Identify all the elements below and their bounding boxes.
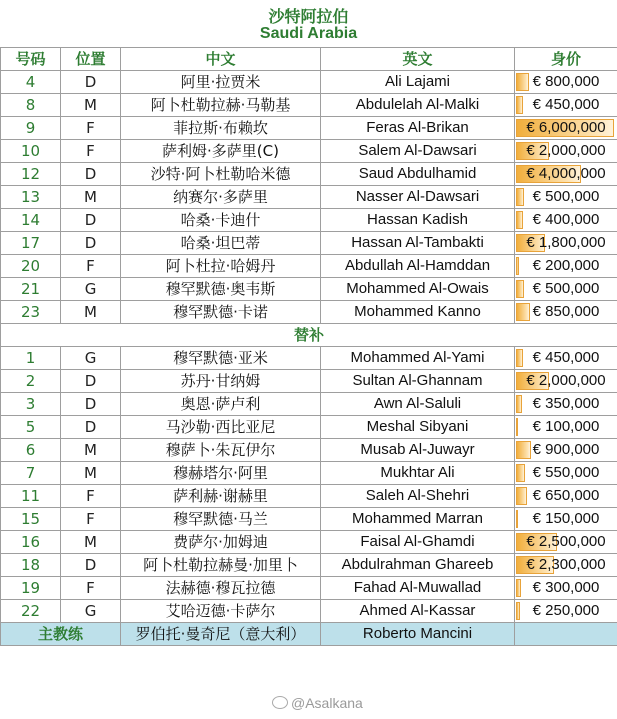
player-value: € 500,000 (532, 280, 600, 297)
value-bar (516, 211, 523, 229)
player-value-cell (515, 232, 617, 255)
player-number: 14 (1, 209, 61, 232)
player-value-cell (515, 255, 617, 278)
title-english: Saudi Arabia (259, 25, 358, 42)
player-name-chinese: 沙特·阿卜杜勒哈米德 (121, 163, 321, 186)
coach-row (1, 623, 617, 646)
player-name-english: Abdulelah Al-Malki (321, 94, 515, 117)
player-row (1, 255, 617, 278)
player-name-chinese: 哈桑·坦巴蒂 (121, 232, 321, 255)
player-position: F (61, 577, 121, 600)
player-number: 17 (1, 232, 61, 255)
player-value: € 350,000 (532, 395, 600, 412)
player-position: M (61, 94, 121, 117)
value-bar (516, 349, 523, 367)
player-row (1, 94, 617, 117)
player-row (1, 117, 617, 140)
player-position: D (61, 163, 121, 186)
player-value: € 1,800,000 (526, 234, 606, 251)
player-value: € 2,300,000 (526, 556, 606, 573)
subs-label: 替补 (1, 324, 617, 347)
watermark-text: @Asalkana (291, 695, 363, 711)
title-block (0, 0, 617, 47)
player-position: F (61, 508, 121, 531)
player-value: € 400,000 (532, 211, 600, 228)
value-bar (516, 395, 522, 413)
player-value-cell (515, 416, 617, 439)
title-chinese: 沙特阿拉伯 (268, 7, 349, 26)
player-name-chinese: 法赫德·穆瓦拉德 (121, 577, 321, 600)
player-name-english: Mukhtar Ali (321, 462, 515, 485)
player-position: M (61, 186, 121, 209)
player-row (1, 439, 617, 462)
player-value: € 200,000 (532, 257, 600, 274)
player-number: 13 (1, 186, 61, 209)
header-value: 身价 (515, 48, 617, 71)
player-number: 19 (1, 577, 61, 600)
player-number: 6 (1, 439, 61, 462)
player-value: € 850,000 (532, 303, 600, 320)
starters-body (1, 71, 617, 324)
player-number: 4 (1, 71, 61, 94)
player-value-cell (515, 462, 617, 485)
player-name-chinese: 阿卜杜勒拉赫曼·加里卜 (121, 554, 321, 577)
player-name-chinese: 阿卜杜勒拉赫·马勒基 (121, 94, 321, 117)
player-value-cell (515, 140, 617, 163)
player-position: G (61, 347, 121, 370)
player-value: € 100,000 (532, 418, 600, 435)
player-name-chinese: 费萨尔·加姆迪 (121, 531, 321, 554)
player-name-english: Ali Lajami (321, 71, 515, 94)
player-position: D (61, 71, 121, 94)
player-name-english: Ahmed Al-Kassar (321, 600, 515, 623)
player-name-chinese: 阿里·拉贾米 (121, 71, 321, 94)
player-row (1, 370, 617, 393)
player-name-english: Mohammed Al-Owais (321, 278, 515, 301)
coach-name-chinese: 罗伯托·曼奇尼（意大利） (121, 623, 321, 646)
player-row (1, 140, 617, 163)
player-name-english: Saud Abdulhamid (321, 163, 515, 186)
player-name-english: Fahad Al-Muwallad (321, 577, 515, 600)
player-name-chinese: 纳赛尔·多萨里 (121, 186, 321, 209)
player-value: € 4,000,000 (526, 165, 606, 182)
player-name-chinese: 穆萨卜·朱瓦伊尔 (121, 439, 321, 462)
player-row (1, 278, 617, 301)
player-name-chinese: 奥恩·萨卢利 (121, 393, 321, 416)
player-position: F (61, 140, 121, 163)
player-number: 10 (1, 140, 61, 163)
player-number: 9 (1, 117, 61, 140)
player-row (1, 232, 617, 255)
value-bar (516, 441, 531, 459)
watermark (272, 695, 363, 711)
value-bar (516, 602, 520, 620)
player-name-english: Feras Al-Brikan (321, 117, 515, 140)
player-row (1, 462, 617, 485)
player-row (1, 577, 617, 600)
player-value: € 550,000 (532, 464, 600, 481)
value-bar (516, 579, 521, 597)
player-position: D (61, 393, 121, 416)
player-name-chinese: 哈桑·卡迪什 (121, 209, 321, 232)
player-name-chinese: 穆赫塔尔·阿里 (121, 462, 321, 485)
player-row (1, 554, 617, 577)
player-row (1, 531, 617, 554)
player-name-chinese: 穆罕默德·马兰 (121, 508, 321, 531)
player-value-cell (515, 163, 617, 186)
header-row (1, 48, 617, 71)
player-row (1, 209, 617, 232)
player-position: D (61, 416, 121, 439)
header-position: 位置 (61, 48, 121, 71)
value-bar (516, 188, 524, 206)
header-english: 英文 (321, 48, 515, 71)
player-name-english: Hassan Kadish (321, 209, 515, 232)
player-value: € 500,000 (532, 188, 600, 205)
player-position: D (61, 554, 121, 577)
player-value: € 150,000 (532, 510, 600, 527)
player-value-cell (515, 439, 617, 462)
player-value-cell (515, 186, 617, 209)
player-name-english: Faisal Al-Ghamdi (321, 531, 515, 554)
player-value-cell (515, 370, 617, 393)
player-value: € 450,000 (532, 349, 600, 366)
player-number: 22 (1, 600, 61, 623)
player-name-english: Mohammed Marran (321, 508, 515, 531)
player-row (1, 163, 617, 186)
player-name-chinese: 穆罕默德·亚米 (121, 347, 321, 370)
player-name-chinese: 阿卜杜拉·哈姆丹 (121, 255, 321, 278)
player-position: F (61, 255, 121, 278)
coach-label: 主教练 (1, 623, 121, 646)
player-value: € 6,000,000 (526, 119, 606, 136)
player-name-english: Hassan Al-Tambakti (321, 232, 515, 255)
coach-value-empty (515, 623, 617, 646)
player-name-english: Abdulrahman Ghareeb (321, 554, 515, 577)
player-value: € 300,000 (532, 579, 600, 596)
subs-section-row (1, 324, 617, 347)
player-value-cell (515, 301, 617, 324)
player-number: 3 (1, 393, 61, 416)
player-value-cell (515, 71, 617, 94)
player-number: 1 (1, 347, 61, 370)
value-bar (516, 96, 523, 114)
player-name-chinese: 马沙勒·西比亚尼 (121, 416, 321, 439)
player-value: € 2,000,000 (526, 372, 606, 389)
player-value: € 650,000 (532, 487, 600, 504)
player-value: € 900,000 (532, 441, 600, 458)
player-position: D (61, 209, 121, 232)
player-row (1, 347, 617, 370)
player-name-chinese: 艾哈迈德·卡萨尔 (121, 600, 321, 623)
player-row (1, 186, 617, 209)
player-row (1, 301, 617, 324)
player-name-chinese: 萨利赫·谢赫里 (121, 485, 321, 508)
player-position: G (61, 278, 121, 301)
player-value: € 2,500,000 (526, 533, 606, 550)
roster-table (0, 47, 617, 646)
player-number: 20 (1, 255, 61, 278)
player-value-cell (515, 554, 617, 577)
player-position: D (61, 370, 121, 393)
player-number: 11 (1, 485, 61, 508)
value-bar (516, 280, 524, 298)
weibo-icon (272, 696, 288, 709)
player-name-english: Sultan Al-Ghannam (321, 370, 515, 393)
player-position: D (61, 232, 121, 255)
value-bar (516, 510, 518, 528)
player-value-cell (515, 600, 617, 623)
player-position: M (61, 439, 121, 462)
player-row (1, 485, 617, 508)
player-value-cell (515, 485, 617, 508)
player-number: 7 (1, 462, 61, 485)
player-position: G (61, 600, 121, 623)
player-value-cell (515, 531, 617, 554)
player-value: € 2,000,000 (526, 142, 606, 159)
player-position: M (61, 531, 121, 554)
player-number: 21 (1, 278, 61, 301)
player-name-chinese: 穆罕默德·奥韦斯 (121, 278, 321, 301)
player-position: M (61, 462, 121, 485)
player-number: 18 (1, 554, 61, 577)
player-row (1, 71, 617, 94)
player-number: 23 (1, 301, 61, 324)
player-number: 15 (1, 508, 61, 531)
player-value-cell (515, 94, 617, 117)
player-row (1, 600, 617, 623)
player-value: € 800,000 (532, 73, 600, 90)
header-number: 号码 (1, 48, 61, 71)
value-bar (516, 73, 529, 91)
subs-body (1, 347, 617, 623)
player-value: € 450,000 (532, 96, 600, 113)
player-name-english: Mohammed Kanno (321, 301, 515, 324)
player-name-chinese: 菲拉斯·布赖坎 (121, 117, 321, 140)
player-name-chinese: 萨利姆·多萨里(C) (121, 140, 321, 163)
player-name-english: Mohammed Al-Yami (321, 347, 515, 370)
player-name-english: Saleh Al-Shehri (321, 485, 515, 508)
player-name-english: Awn Al-Saluli (321, 393, 515, 416)
value-bar (516, 487, 527, 505)
player-name-chinese: 苏丹·甘纳姆 (121, 370, 321, 393)
player-value-cell (515, 393, 617, 416)
player-name-chinese: 穆罕默德·卡诺 (121, 301, 321, 324)
player-value-cell (515, 278, 617, 301)
player-number: 5 (1, 416, 61, 439)
player-name-english: Meshal Sibyani (321, 416, 515, 439)
player-number: 16 (1, 531, 61, 554)
player-name-english: Musab Al-Juwayr (321, 439, 515, 462)
player-value-cell (515, 577, 617, 600)
player-value-cell (515, 117, 617, 140)
value-bar (516, 464, 525, 482)
player-name-english: Nasser Al-Dawsari (321, 186, 515, 209)
player-number: 12 (1, 163, 61, 186)
player-value-cell (515, 508, 617, 531)
player-value-cell (515, 209, 617, 232)
header-chinese: 中文 (121, 48, 321, 71)
player-name-english: Abdullah Al-Hamddan (321, 255, 515, 278)
player-row (1, 416, 617, 439)
player-row (1, 393, 617, 416)
player-value-cell (515, 347, 617, 370)
value-bar (516, 303, 530, 321)
player-position: M (61, 301, 121, 324)
player-row (1, 508, 617, 531)
coach-name-english: Roberto Mancini (321, 623, 515, 646)
player-value: € 250,000 (532, 602, 600, 619)
player-position: F (61, 117, 121, 140)
player-position: F (61, 485, 121, 508)
player-number: 8 (1, 94, 61, 117)
player-number: 2 (1, 370, 61, 393)
value-bar (516, 257, 519, 275)
player-name-english: Salem Al-Dawsari (321, 140, 515, 163)
value-bar (516, 418, 518, 436)
